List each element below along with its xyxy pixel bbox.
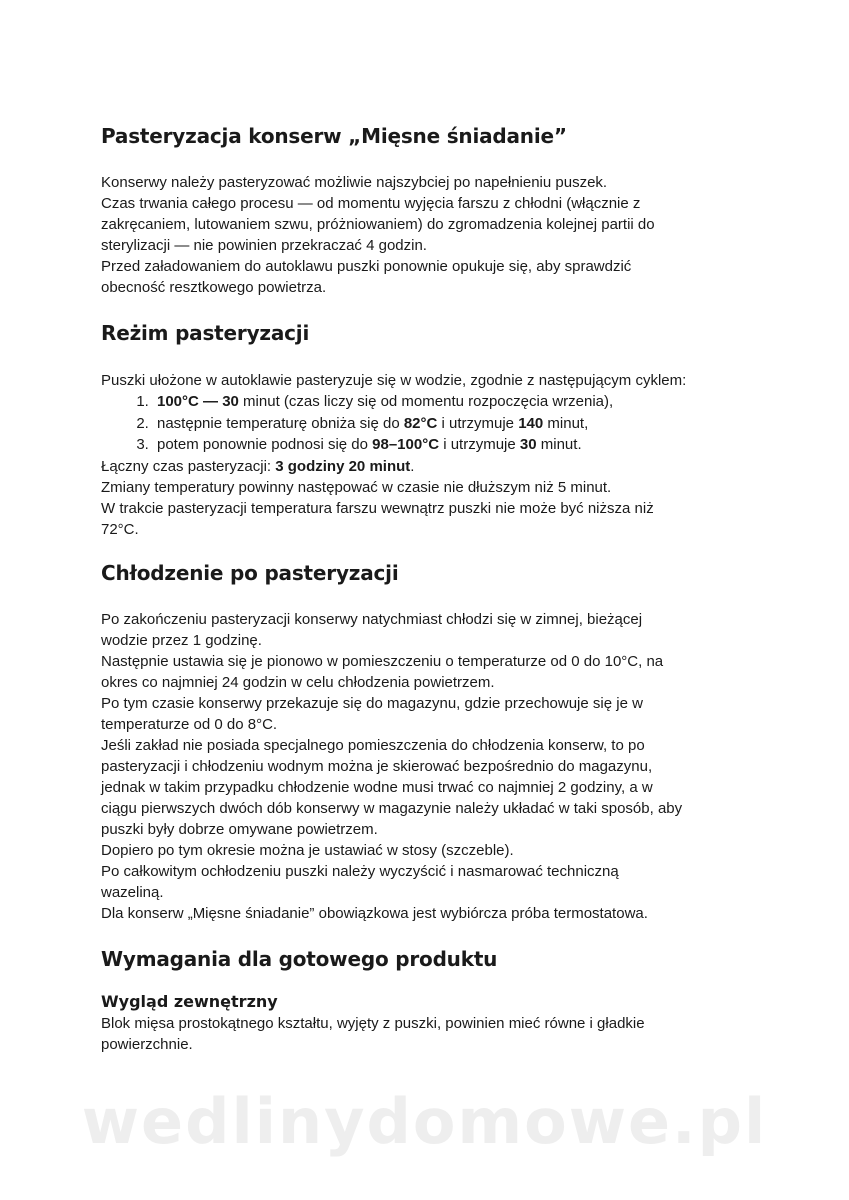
section-title-rezim: Reżim pasteryzacji [101,321,310,345]
text-line: jednak w takim przypadku chłodzenie wodne musi trwać co najmniej 2 godziny, a w [101,778,653,796]
total-time-line: Łączny czas pasteryzacji: 3 godziny 20 minut. [101,457,415,475]
text-line: obecność resztkowego powietrza. [101,279,327,296]
section-title-pasteryzacja: Pasteryzacja konserw „Mięsne śniadanie” [101,124,567,148]
section4-body [101,1013,751,1055]
text-line: Dopiero po tym okresie można je ustawiać w stosy (szczeble). [101,841,514,859]
document-page [101,122,751,1055]
text-line: Konserwy należy pasteryzować możliwie najszybciej po napełnieniu puszek. [101,174,608,191]
text-line: Jeśli zakład nie posiada specjalnego pomieszczenia do chłodzenia konserw, to po [101,736,645,754]
section-title-wymagania: Wymagania dla gotowego produktu [101,946,498,971]
cycle-step: 2. następnie temperaturę obniża się do 82°C i utrzymuje 140 minut, [153,413,751,435]
text-line: Blok mięsa prostokątnego kształtu, wyjęty z puszki, powinien mieć równe i gładkie [101,1014,645,1032]
text-line: wodzie przez 1 godzinę. [101,631,262,649]
text-line: Zmiany temperatury powinny następować w czasie nie dłuższym niż 5 minut. [101,478,612,496]
text-line: W trakcie pasteryzacji temperatura farszu wewnątrz puszki nie może być niższa niż [101,499,654,517]
section-title-chlodzenie: Chłodzenie po pasteryzacji [101,560,399,585]
text-line: zakręcaniem, lutowaniem szwu, próżniowaniem) do zgromadzenia kolejnej partii do [101,216,655,233]
subsection-title-wyglad: Wygląd zewnętrzny [101,991,278,1011]
text-line: okres co najmniej 24 godzin w celu chłodzenia powietrzem. [101,673,495,691]
text-line: ciągu pierwszych dwóch dób konserwy w magazynie należy układać w taki sposób, aby [101,799,683,817]
text-line: Przed załadowaniem do autoklawu puszki ponownie opukuje się, aby sprawdzić [101,258,632,275]
section1-body [101,172,751,298]
text-line: wazeliną. [101,883,164,901]
cycle-step: 3. potem ponownie podnosi się do 98–100°C i utrzymuje 30 minut. [153,434,751,456]
cycle-steps-list [101,391,751,456]
text-line: powierzchnie. [101,1035,193,1053]
intro-line: Puszki ułożone w autoklawie pasteryzuje się w wodzie, zgodnie z następującym cyklem: [101,372,687,389]
text-line: 72°C. [101,520,139,538]
text-line: Czas trwania całego procesu — od momentu wyjęcia farszu z chłodni (włącznie z [101,195,641,212]
cycle-step: 1. 100°C — 30 minut (czas liczy się od momentu rozpoczęcia wrzenia), [153,391,751,413]
text-line: Dla konserw „Mięsne śniadanie” obowiązkowa jest wybiórcza próba termostatowa. [101,904,648,922]
watermark: wedlinydomowe.pl [81,1085,768,1158]
text-line: puszki były dobrze omywane powietrzem. [101,820,378,838]
section2-body [101,370,751,540]
text-line: temperaturze od 0 do 8°C. [101,715,278,733]
text-line: pasteryzacji i chłodzeniu wodnym można je skierować bezpośrednio do magazynu, [101,757,653,775]
text-line: sterylizacji — nie powinien przekraczać 4 godzin. [101,237,427,254]
text-line: Po tym czasie konserwy przekazuje się do magazynu, gdzie przechowuje się je w [101,694,643,712]
text-line: Po zakończeniu pasteryzacji konserwy natychmiast chłodzi się w zimnej, bieżącej [101,610,643,628]
text-line: Następnie ustawia się je pionowo w pomieszczeniu o temperaturze od 0 do 10°C, na [101,652,664,670]
text-line: Po całkowitym ochłodzeniu puszki należy wyczyścić i nasmarować techniczną [101,862,619,880]
section3-body [101,609,751,924]
